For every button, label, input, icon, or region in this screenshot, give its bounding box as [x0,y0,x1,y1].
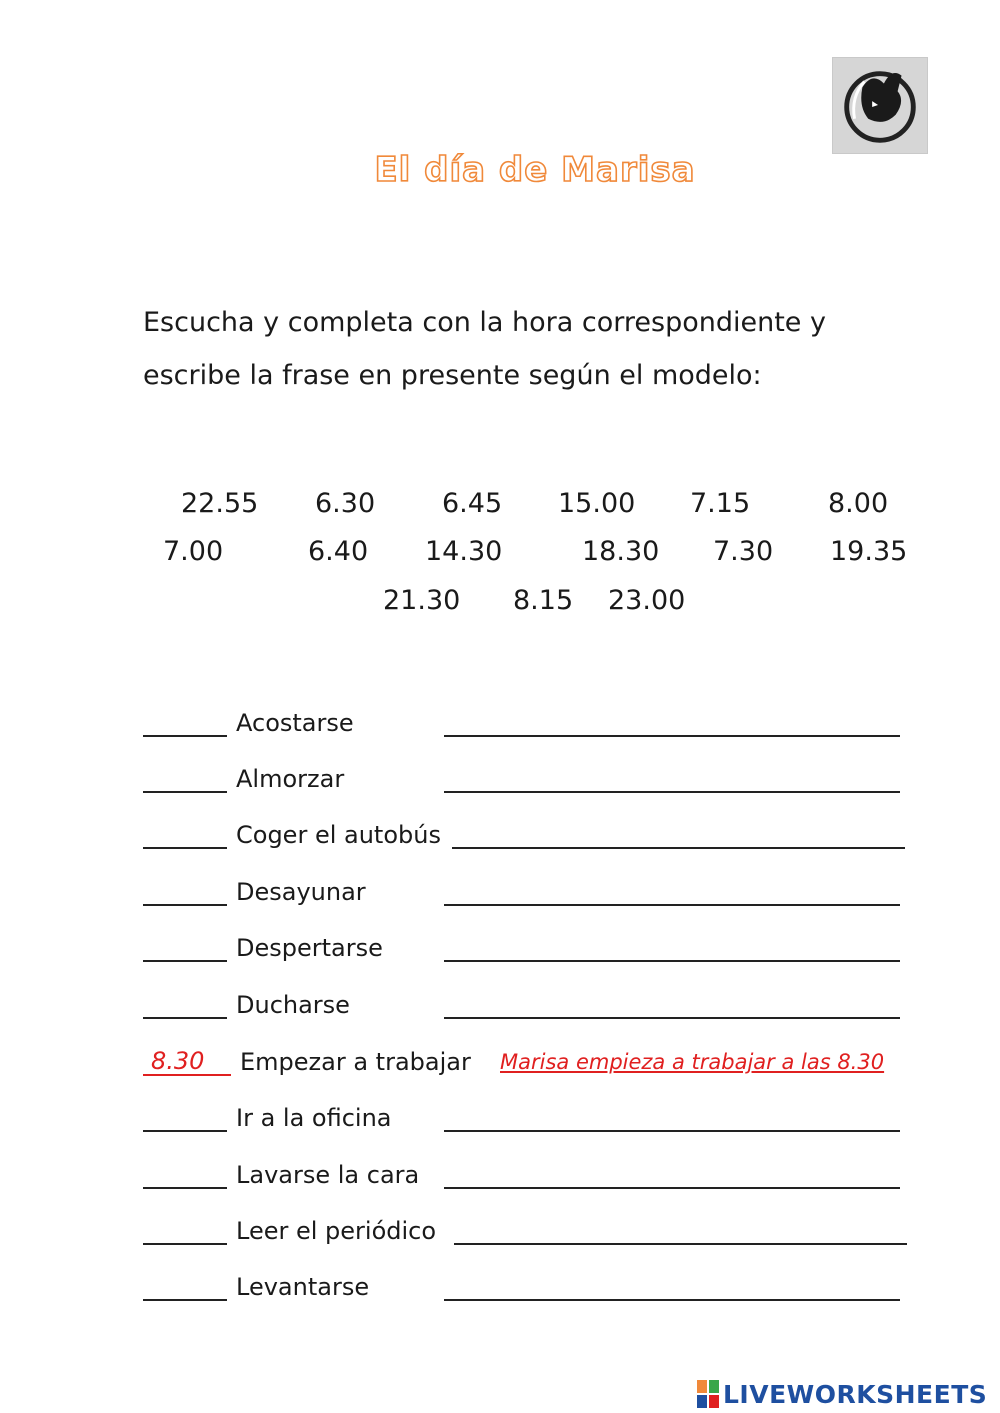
sentence-blank[interactable] [444,1130,900,1132]
time-option: 15.00 [558,488,636,519]
time-blank[interactable] [143,904,227,906]
activity-row [143,1273,923,1313]
time-option: 7.00 [163,536,224,567]
sentence-blank[interactable] [444,960,900,962]
time-blank[interactable] [143,1130,227,1132]
time-blank[interactable] [143,847,227,849]
time-option: 22.55 [181,488,259,519]
activity-row [143,765,923,805]
time-option: 21.30 [383,585,461,616]
activity-label: Desayunar [236,878,366,906]
time-option: 7.15 [690,488,751,519]
activity-row [143,709,923,749]
sentence-blank[interactable] [444,1017,900,1019]
instructions [143,296,923,402]
activity-row [143,878,923,918]
sentence-blank[interactable] [454,1243,907,1245]
liveworksheets-brand [697,1377,987,1411]
page-title: El día de Marisa [374,150,696,190]
activity-label: Ir a la oficina [236,1104,392,1132]
time-blank[interactable] [143,1243,227,1245]
time-option: 19.35 [830,536,908,567]
example-time: 8.30 [151,1047,205,1075]
time-blank[interactable] [143,1017,227,1019]
time-option: 6.45 [442,488,503,519]
example-time-underline [143,1074,231,1076]
sentence-blank[interactable] [444,1299,900,1301]
time-blank[interactable] [143,1299,227,1301]
activity-label: Levantarse [236,1273,370,1301]
time-blank[interactable] [143,791,227,793]
activity-row [143,991,923,1031]
time-option: 6.30 [315,488,376,519]
activity-label: Empezar a trabajar [240,1048,471,1076]
fox-logo-icon [833,58,927,153]
time-option: 23.00 [608,585,686,616]
activity-row [143,1161,923,1201]
activity-label: Leer el periódico [236,1217,437,1245]
activity-row [143,1217,923,1257]
activity-label: Acostarse [236,709,354,737]
time-option: 7.30 [713,536,774,567]
activity-label: Almorzar [236,765,345,793]
sentence-blank[interactable] [444,904,900,906]
sentence-blank[interactable] [444,735,900,737]
time-option: 18.30 [582,536,660,567]
activity-row [143,934,923,974]
logo [832,57,928,154]
sentence-blank[interactable] [452,847,905,849]
time-blank[interactable] [143,1187,227,1189]
time-option: 8.00 [828,488,889,519]
activity-label: Lavarse la cara [236,1161,420,1189]
activity-row [143,821,923,861]
time-option: 6.40 [308,536,369,567]
liveworksheets-logo-icon [697,1380,719,1408]
instructions-line-2: escribe la frase en presente según el modelo: [143,360,762,391]
example-row [143,1048,923,1088]
sentence-blank[interactable] [444,791,900,793]
example-answer: Marisa empieza a trabajar a las 8.30 [500,1050,885,1074]
time-option: 8.15 [513,585,574,616]
time-option: 14.30 [425,536,503,567]
brand-name: LIVEWORKSHEETS [723,1379,988,1409]
activity-label: Ducharse [236,991,350,1019]
time-blank[interactable] [143,735,227,737]
sentence-blank[interactable] [444,1187,900,1189]
time-blank[interactable] [143,960,227,962]
instructions-line-1: Escucha y completa con la hora correspondiente y [143,307,826,338]
activity-label: Despertarse [236,934,383,962]
activity-row [143,1104,923,1144]
activity-label: Coger el autobús [236,821,441,849]
